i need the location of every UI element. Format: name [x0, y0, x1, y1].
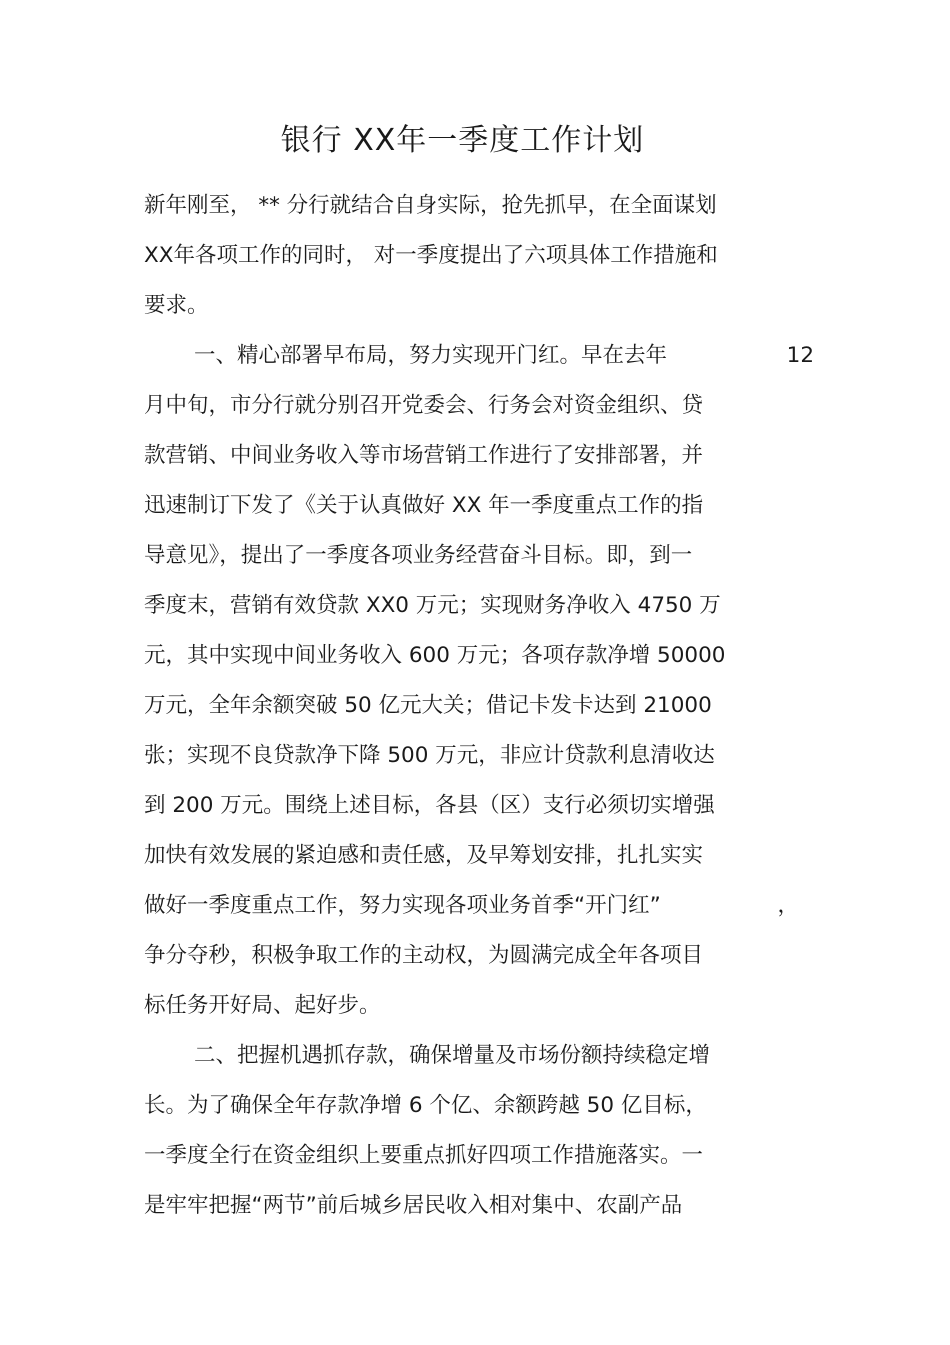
body-line: 款营销、中间业务收入等市场营销工作进行了安排部署，并 — [144, 443, 704, 468]
body-line: XX年各项工作的同时， 对一季度提出了六项具体工作措施和 — [144, 243, 718, 268]
body-line-section-1 — [194, 338, 814, 374]
body-line: 加快有效发展的紧迫感和责任感，及早筹划安排，扎扎实实 — [144, 843, 704, 868]
section-1-heading-text: 一、精心部署早布局，努力实现开门红。早在去年 — [194, 343, 668, 368]
body-line: 季度末，营销有效贷款 XX0 万元；实现财务净收入 4750 万 — [144, 593, 721, 618]
body-line: 新年刚至， ** 分行就结合自身实际，抢先抓早，在全面谋划 — [144, 193, 717, 218]
body-line: 要求。 — [144, 293, 209, 318]
body-line: 元，其中实现中间业务收入 600 万元；各项存款净增 50000 — [144, 643, 726, 668]
body-line-text: 做好一季度重点工作，努力实现各项业务首季“开门红” — [144, 893, 661, 918]
body-line: 标任务开好局、起好步。 — [144, 993, 381, 1018]
body-line: 到 200 万元。围绕上述目标，各县（区）支行必须切实增强 — [144, 793, 715, 818]
body-line: 张；实现不良贷款净下降 500 万元，非应计贷款利息清收达 — [144, 743, 715, 768]
body-line: 月中旬，市分行就分别召开党委会、行务会对资金组织、贷 — [144, 393, 704, 418]
body-line: 长。为了确保全年存款净增 6 个亿、余额跨越 50 亿目标， — [144, 1093, 707, 1118]
body-line: 导意见》，提出了一季度各项业务经营奋斗目标。即，到一 — [144, 543, 693, 568]
body-line: 一季度全行在资金组织上要重点抓好四项工作措施落实。一 — [144, 1143, 704, 1168]
body-line: 万元，全年余额突破 50 亿元大关；借记卡发卡达到 21000 — [144, 693, 712, 718]
body-line: 争分夺秒，积极争取工作的主动权，为圆满完成全年各项目 — [144, 943, 704, 968]
line-tail-number: 12 — [786, 343, 814, 368]
body-line — [144, 888, 799, 924]
line-tail-comma: ， — [777, 893, 799, 918]
document-title: 银行 XX年一季度工作计划 — [280, 123, 645, 158]
body-line-section-2: 二、把握机遇抓存款，确保增量及市场份额持续稳定增 — [194, 1043, 711, 1068]
body-line: 是牢牢把握“两节”前后城乡居民收入相对集中、农副产品 — [144, 1193, 683, 1218]
body-line: 迅速制订下发了《关于认真做好 XX 年一季度重点工作的指 — [144, 493, 704, 518]
